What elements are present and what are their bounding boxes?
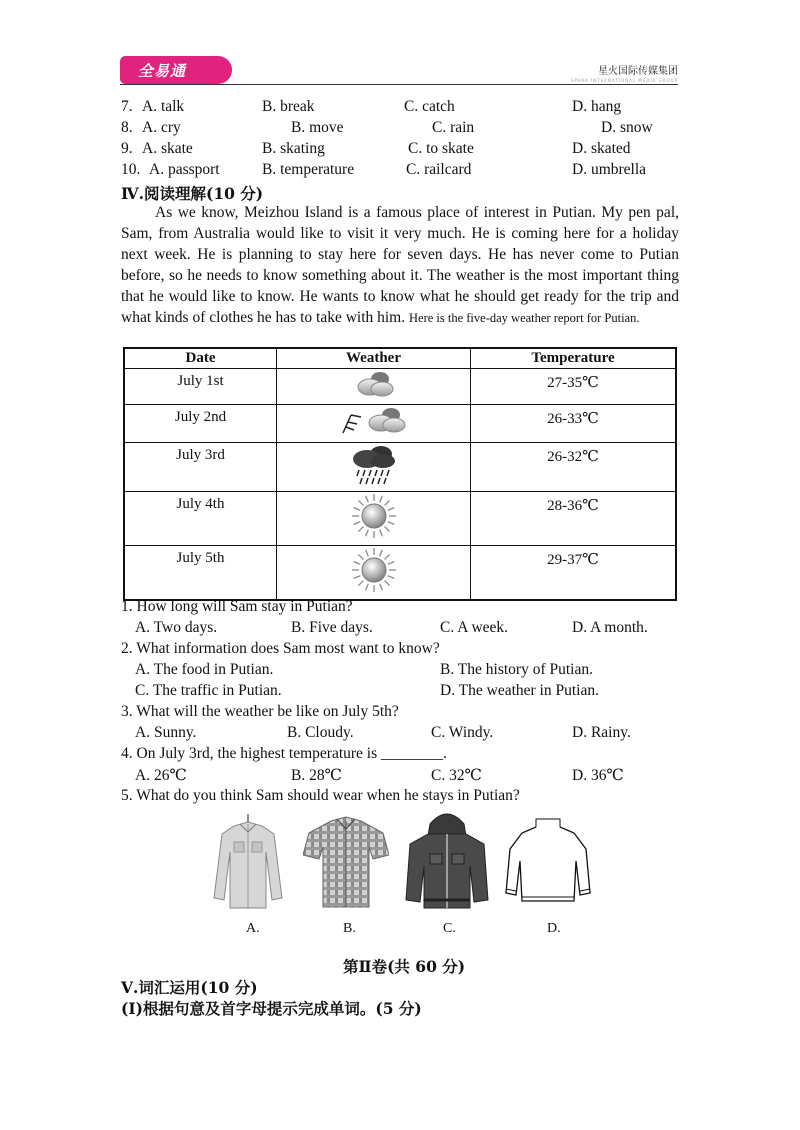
option-c: C. A week. bbox=[440, 619, 509, 636]
option-c: C. The traffic in Putian. bbox=[135, 682, 282, 699]
option-d: D. 36℃ bbox=[572, 767, 624, 784]
option-b: B. Five days. bbox=[291, 619, 373, 636]
option-a: A. Two days. bbox=[135, 619, 218, 636]
option-b: B. The history of Putian. bbox=[440, 661, 593, 678]
publisher-name-en: SPARK INTERNATIONAL MEDIA GROUP bbox=[570, 78, 678, 83]
option-b: B. break bbox=[262, 98, 315, 115]
option-a: A. talk bbox=[142, 98, 185, 115]
question-stem: 1. How long will Sam stay in Putian? bbox=[121, 598, 353, 615]
question-number: 7. bbox=[121, 98, 133, 115]
date-cell: July 3rd bbox=[124, 443, 277, 492]
option-a: A. Sunny. bbox=[135, 724, 197, 741]
table-row bbox=[124, 405, 676, 443]
reading-passage bbox=[121, 202, 679, 329]
rainy-icon bbox=[349, 444, 399, 486]
option-c: C. railcard bbox=[406, 161, 472, 178]
date-cell: July 4th bbox=[124, 492, 277, 546]
temp-cell: 29-37℃ bbox=[471, 546, 677, 601]
option-a: A. 26℃ bbox=[135, 767, 187, 784]
option-d: D. A month. bbox=[572, 619, 648, 636]
option-c: C. rain bbox=[432, 119, 475, 136]
passage-main: As we know, Meizhou Island is a famous place of interest in Putian. My pen pal, Sam, from Australia would like to visit it very much. He is coming here for a holiday next week. He is planning to stay here for seven days. He has never come to Putian before, so he needs to know something about it. The weather is the most important thing that he would like to know. He wants to know what he should get ready for the trip and what kinds of clothes he has to take with him. bbox=[121, 204, 679, 326]
table-row bbox=[124, 546, 676, 601]
option-d: D. The weather in Putian. bbox=[440, 682, 599, 699]
date-cell: July 2nd bbox=[124, 405, 277, 443]
option-c: C. 32℃ bbox=[431, 767, 482, 784]
header-divider bbox=[120, 84, 678, 85]
weather-cell bbox=[277, 492, 471, 546]
question-stem: 4. On July 3rd, the highest temperature is ________. bbox=[121, 745, 447, 762]
header-temperature: Temperature bbox=[471, 348, 677, 369]
sunny-icon bbox=[350, 492, 398, 540]
question-stem: 3. What will the weather be like on July 5th? bbox=[121, 703, 399, 720]
question-number: 8. bbox=[121, 119, 133, 136]
sunny-icon bbox=[350, 546, 398, 594]
caption-c: C. bbox=[443, 921, 456, 936]
checked-shirt-image bbox=[303, 815, 389, 909]
windy-cloudy-icon bbox=[339, 405, 409, 437]
option-b: B. 28℃ bbox=[291, 767, 342, 784]
option-b: B. move bbox=[291, 119, 344, 136]
weather-cell bbox=[277, 443, 471, 492]
temp-cell: 27-35℃ bbox=[471, 369, 677, 405]
cloudy-icon bbox=[352, 369, 396, 399]
long-sleeve-shirt-image bbox=[210, 812, 286, 912]
caption-a: A. bbox=[246, 921, 260, 936]
section-5-title: Ⅴ.词汇运用(10 分) bbox=[121, 978, 258, 997]
brand-logo bbox=[120, 56, 232, 84]
weather-cell bbox=[277, 405, 471, 443]
question-stem: 2. What information does Sam most want to know? bbox=[121, 640, 440, 657]
temp-cell: 26-32℃ bbox=[471, 443, 677, 492]
weather-cell bbox=[277, 369, 471, 405]
part-2-title: 第Ⅱ卷(共 60 分) bbox=[343, 957, 466, 976]
passage-intro-table: Here is the five-day weather report for Putian. bbox=[409, 311, 640, 325]
option-d: D. skated bbox=[572, 140, 631, 157]
header-weather: Weather bbox=[277, 348, 471, 369]
question-number: 10. bbox=[121, 161, 141, 178]
option-a: A. cry bbox=[142, 119, 181, 136]
option-b: B. temperature bbox=[262, 161, 355, 178]
option-b: B. Cloudy. bbox=[287, 724, 354, 741]
temp-cell: 26-33℃ bbox=[471, 405, 677, 443]
option-a: A. The food in Putian. bbox=[135, 661, 274, 678]
table-row bbox=[124, 443, 676, 492]
publisher-name: 星火国际传媒集团 bbox=[598, 66, 678, 77]
weather-table bbox=[123, 347, 677, 601]
question-number: 9. bbox=[121, 140, 133, 157]
option-d: D. Rainy. bbox=[572, 724, 631, 741]
table-header-row bbox=[124, 348, 676, 369]
header-date: Date bbox=[124, 348, 277, 369]
brand-name: 全易通 bbox=[138, 62, 187, 80]
option-a: A. passport bbox=[149, 161, 220, 178]
question-stem: 5. What do you think Sam should wear when he stays in Putian? bbox=[121, 787, 520, 804]
date-cell: July 1st bbox=[124, 369, 277, 405]
option-c: C. catch bbox=[404, 98, 455, 115]
table-row bbox=[124, 492, 676, 546]
option-b: B. skating bbox=[262, 140, 325, 157]
option-d: D. umbrella bbox=[572, 161, 647, 178]
date-cell: July 5th bbox=[124, 546, 277, 601]
caption-b: B. bbox=[343, 921, 356, 936]
option-a: A. skate bbox=[142, 140, 193, 157]
publisher-block bbox=[571, 62, 678, 83]
section-4-title: Ⅳ.阅读理解(10 分) bbox=[121, 184, 264, 203]
option-d: D. hang bbox=[572, 98, 622, 115]
option-c: C. to skate bbox=[408, 140, 474, 157]
hooded-jacket-image bbox=[404, 810, 490, 910]
caption-d: D. bbox=[547, 921, 561, 936]
option-d: D. snow bbox=[601, 119, 653, 136]
option-c: C. Windy. bbox=[431, 724, 494, 741]
section-5-subtitle: (Ⅰ)根据句意及首字母提示完成单词。(5 分) bbox=[121, 999, 422, 1018]
sweater-image bbox=[504, 817, 592, 907]
temp-cell: 28-36℃ bbox=[471, 492, 677, 546]
weather-cell bbox=[277, 546, 471, 601]
table-row bbox=[124, 369, 676, 405]
